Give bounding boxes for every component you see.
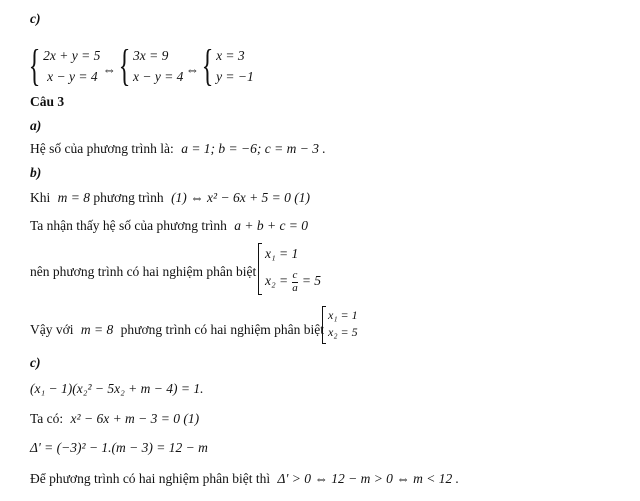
solution-bracket-1 [258, 243, 262, 295]
line-b1-m: m = 8 [57, 190, 90, 205]
line-a [30, 142, 326, 156]
solution-1-x2 [265, 270, 321, 294]
equation-system [28, 41, 254, 90]
part-b-label: b) [30, 165, 42, 180]
line-c4-math: Δ' > 0 ⇔ 12 − m > 0 ⇔ m < 12 . [277, 471, 460, 486]
line-a-math: a = 1; b = −6; c = m − 3 . [181, 141, 326, 156]
line-b2-math: a + b + c = 0 [234, 218, 309, 233]
line-c1: (x₁ − 1)(x₂² − 5x₂ + m − 4) = 1. [30, 381, 204, 396]
line-b1-math: (1) ⇔ x² − 6x + 5 = 0 (1) [171, 190, 311, 205]
solution-1-x1: x₁ = 1 [265, 246, 299, 261]
line-b3: nên phương trình có hai nghiệm phân biệt [30, 264, 257, 279]
system-eq-2a: 3x = 9 [132, 47, 169, 63]
line-c4 [30, 472, 459, 486]
left-brace: { [201, 41, 214, 90]
solution-2-x1: x₁ = 1 [328, 308, 358, 322]
line-b1-mid: phương trình [93, 190, 164, 205]
line-b4 [30, 323, 324, 337]
line-b4-text1: Vậy với [30, 322, 74, 337]
part-c2-label: c) [30, 355, 41, 370]
line-a-text: Hệ số của phương trình là: [30, 141, 174, 156]
part-a-label: a) [30, 118, 42, 133]
line-c4-text: Để phương trình có hai nghiệm phân biệt thì [30, 471, 271, 486]
line-c2-math: x² − 6x + m − 3 = 0 (1) [70, 411, 200, 426]
line-b2 [30, 219, 308, 233]
system-eq-2b: x − y = 4 [132, 68, 184, 84]
solution-1-x2-left: x₂ = [265, 273, 289, 289]
part-c-label: c) [30, 11, 41, 26]
equivalence-arrow: ⇔ [102, 62, 116, 77]
line-b4-m: m = 8 [80, 322, 114, 337]
line-b1-text: Khi [30, 190, 51, 205]
fraction-denominator: a [292, 281, 298, 294]
solution-bracket-2 [322, 306, 326, 344]
line-c2-text: Ta có: [30, 411, 64, 426]
equivalence-arrow: ⇔ [185, 62, 199, 77]
line-b4-text2: phương trình có hai nghiệm phân biệt [120, 322, 325, 337]
left-brace: { [28, 41, 41, 90]
solution-2-x2: x₂ = 5 [328, 325, 358, 339]
system-eq-1b: x − y = 4 [47, 68, 98, 84]
heading-cau-3: Câu 3 [30, 94, 65, 109]
line-c2 [30, 412, 199, 426]
line-b1 [30, 191, 310, 205]
fraction-numerator: c [292, 269, 298, 281]
line-c3: Δ' = (−3)² − 1.(m − 3) = 12 − m [30, 440, 208, 455]
left-brace: { [118, 41, 131, 90]
fraction-c-over-a [292, 270, 299, 294]
system-eq-3a: x = 3 [216, 47, 245, 63]
system-eq-3b: y = −1 [216, 68, 254, 84]
solution-1-x2-right: = 5 [301, 273, 322, 289]
system-eq-1a: 2x + y = 5 [43, 47, 101, 63]
line-b2-text: Ta nhận thấy hệ số của phương trình [30, 218, 227, 233]
